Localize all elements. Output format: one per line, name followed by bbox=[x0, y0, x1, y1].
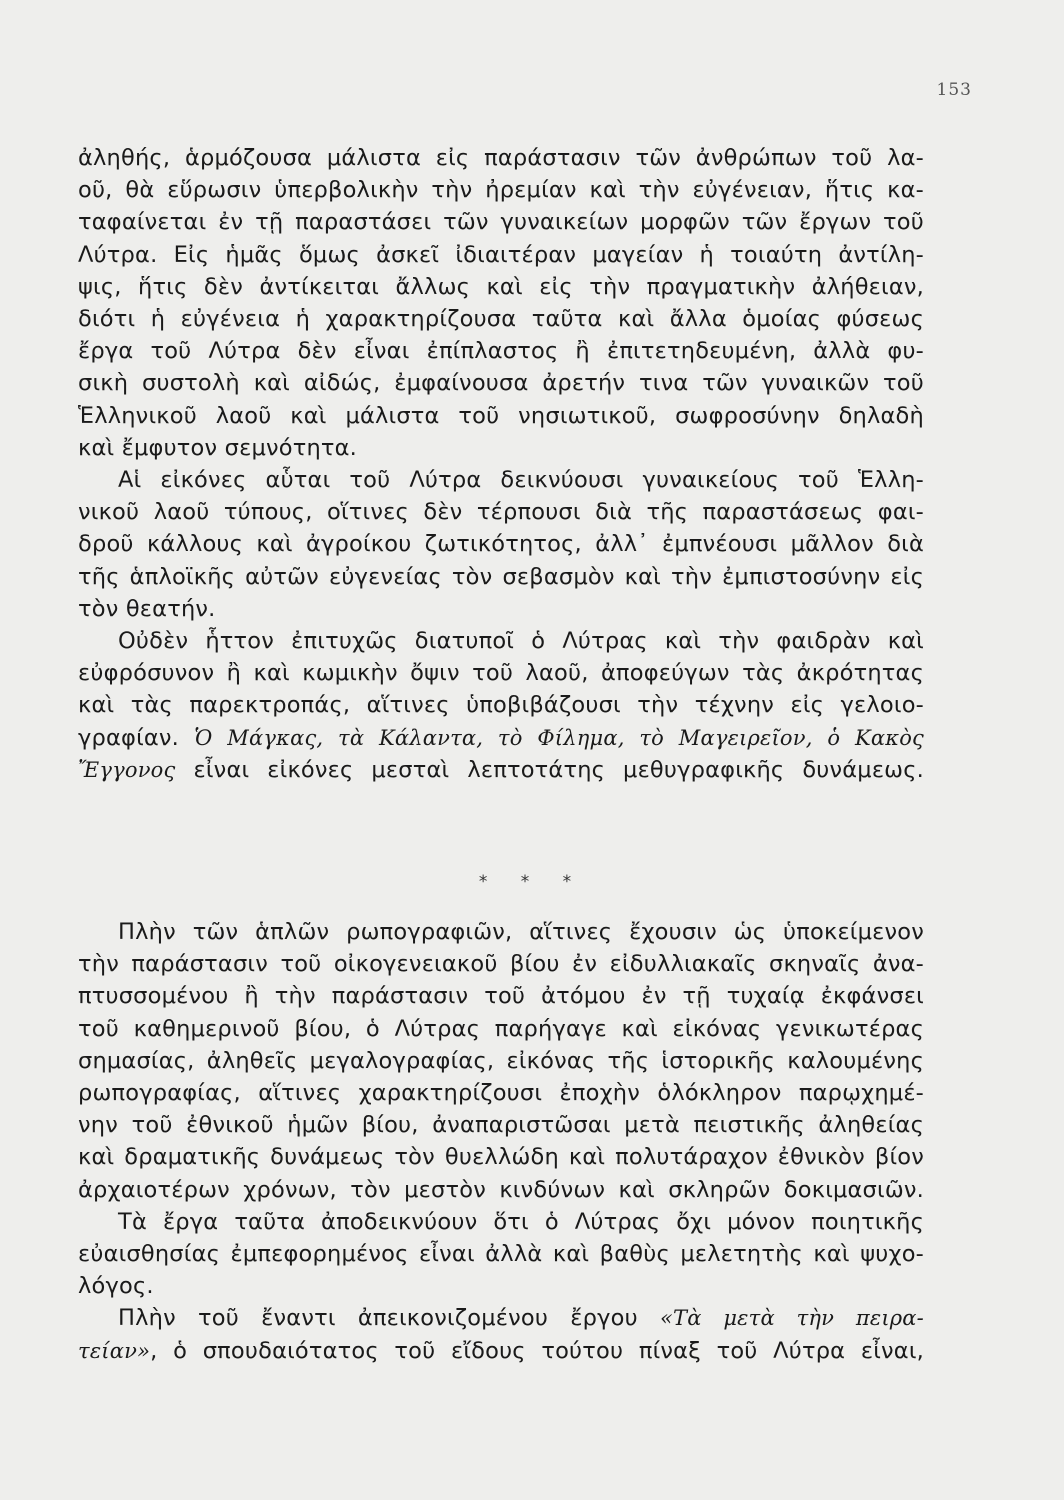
paragraph bbox=[78, 1206, 924, 1303]
text-line bbox=[78, 980, 924, 1012]
text-line bbox=[78, 432, 924, 464]
text-line bbox=[78, 625, 924, 657]
text-line bbox=[78, 561, 924, 593]
text-run: ψις, ἥτις δὲν ἀντίκειται ἄλλως καὶ εἰς τὴν πραγματικὴν ἀλήθειαν, bbox=[78, 273, 924, 300]
section-separator: * * * bbox=[478, 872, 586, 892]
text-run: Ἑλληνικοῦ λαοῦ καὶ μάλιστα τοῦ νησιωτικοῦ, σωφροσύνην δηλαδὴ bbox=[78, 402, 924, 429]
text-line bbox=[78, 1302, 924, 1334]
text-line bbox=[78, 464, 924, 496]
text-run: πτυσσομένου ἢ τὴν παράστασιν τοῦ ἀτόμου ἐν τῇ τυχαίᾳ ἐκφάνσει bbox=[78, 983, 924, 1010]
text-run: ἔργα τοῦ Λύτρα δὲν εἶναι ἐπίπλαστος ἢ ἐπιτετηδευμένη, ἀλλὰ φυ- bbox=[78, 338, 924, 365]
text-line bbox=[78, 689, 924, 721]
text-run: τὴν παράστασιν τοῦ οἰκογενειακοῦ βίου ἐν εἰδυλλιακαῖς σκηναῖς ἀνα- bbox=[78, 951, 924, 978]
text-run: λόγος. bbox=[78, 1273, 154, 1300]
text-run: Οὐδὲν ἧττον ἐπιτυχῶς διατυποῖ ὁ Λύτρας καὶ τὴν φαιδρὰν καὶ bbox=[118, 628, 924, 655]
text-run: σημασίας, ἀληθεῖς μεγαλογραφίας, εἰκόνας τῆς ἱστορικῆς καλουμένης bbox=[78, 1047, 924, 1074]
text-line bbox=[78, 1109, 924, 1141]
text-line bbox=[78, 239, 924, 271]
text-line bbox=[78, 142, 924, 174]
text-run: ρωπογραφίας, αἵτινες χαρακτηρίζουσι ἐποχὴν ὁλόκληρον παρῳχημέ- bbox=[78, 1080, 924, 1107]
text-line bbox=[78, 303, 924, 335]
text-run: τὸν θεατήν. bbox=[78, 595, 216, 622]
text-run: Αἱ εἰκόνες αὗται τοῦ Λύτρα δεικνύουσι γυναικείους τοῦ Ἑλλη- bbox=[118, 467, 924, 494]
text-run: Πλὴν τοῦ ἔναντι ἀπεικονιζομένου ἔργου bbox=[118, 1305, 660, 1332]
text-line bbox=[78, 367, 924, 399]
text-line bbox=[78, 528, 924, 560]
text-block-bottom bbox=[78, 916, 924, 1367]
text-run: Τὰ ἔργα ταῦτα ἀποδεικνύουν ὅτι ὁ Λύτρας ὄχι μόνον ποιητικῆς bbox=[118, 1208, 924, 1235]
text-run: εὐφρόσυνον ἢ καὶ κωμικὴν ὄψιν τοῦ λαοῦ, ἀποφεύγων τὰς ἀκρότητας bbox=[78, 660, 924, 687]
text-run: οῦ, θὰ εὕρωσιν ὑπερβολικὴν τὴν ἠρεμίαν καὶ τὴν εὐγένειαν, ἥτις κα- bbox=[78, 177, 924, 204]
text-line bbox=[78, 948, 924, 980]
text-line bbox=[78, 271, 924, 303]
paragraph bbox=[78, 1302, 924, 1366]
text-line bbox=[78, 496, 924, 528]
text-line bbox=[78, 400, 924, 432]
text-line bbox=[78, 1174, 924, 1206]
text-run: σικὴ συστολὴ καὶ αἰδώς, ἐμφαίνουσα ἀρετήν τινα τῶν γυναικῶν τοῦ bbox=[78, 370, 924, 397]
text-run: τῆς ἁπλοϊκῆς αὐτῶν εὐγενείας τὸν σεβασμὸν καὶ τὴν ἐμπιστοσύνην εἰς bbox=[78, 563, 924, 590]
text-line bbox=[78, 1238, 924, 1270]
text-run: γραφίαν. bbox=[78, 724, 195, 751]
text-run: ἀληθής, ἁρμόζουσα μάλιστα εἰς παράστασιν τῶν ἀνθρώπων τοῦ λα- bbox=[78, 145, 924, 171]
text-run: Λύτρα. Εἰς ἡμᾶς ὅμως ἀσκεῖ ἰδιαιτέραν μαγείαν ἡ τοιαύτη ἀντίλη- bbox=[78, 241, 924, 268]
paragraph bbox=[78, 464, 924, 625]
text-line bbox=[78, 1141, 924, 1173]
text-run: διότι ἡ εὐγένεια ἡ χαρακτηρίζουσα ταῦτα καὶ ἄλλα ὁμοίας φύσεως bbox=[78, 306, 924, 333]
text-run: καὶ ἔμφυτον σεμνότητα. bbox=[78, 434, 358, 461]
text-run: εἶναι εἰκόνες μεσταὶ λεπτοτάτης μεθυγραφικῆς δυνάμεως. bbox=[175, 756, 924, 783]
paragraph bbox=[78, 142, 924, 464]
text-line bbox=[78, 1270, 924, 1302]
text-line bbox=[78, 722, 924, 754]
text-run: καὶ τὰς παρεκτροπάς, αἵτινες ὑποβιβάζουσι τὴν τέχνην εἰς γελοιο- bbox=[78, 692, 924, 719]
text-block-top bbox=[78, 142, 924, 786]
italic-title: Ὁ Μάγκας, τὰ Κάλαντα, τὸ Φίλημα, τὸ Μαγειρεῖον, ὁ Κακὸς bbox=[194, 725, 924, 750]
text-line bbox=[78, 1045, 924, 1077]
text-line bbox=[78, 1335, 924, 1367]
text-line bbox=[78, 1013, 924, 1045]
text-line bbox=[78, 754, 924, 786]
text-run: Πλὴν τῶν ἁπλῶν ρωπογραφιῶν, αἵτινες ἔχουσιν ὡς ὑποκείμενον bbox=[118, 919, 924, 945]
text-run: δροῦ κάλλους καὶ ἀγροίκου ζωτικότητος, ἀλλ᾿ ἐμπνέουσι μᾶλλον διὰ bbox=[78, 531, 924, 558]
text-run: νην τοῦ ἐθνικοῦ ἡμῶν βίου, ἀναπαριστῶσαι μετὰ πειστικῆς ἀληθείας bbox=[78, 1112, 924, 1139]
text-line bbox=[78, 1077, 924, 1109]
text-run: εὐαισθησίας ἐμπεφορημένος εἶναι ἀλλὰ καὶ βαθὺς μελετητὴς καὶ ψυχο- bbox=[78, 1241, 924, 1268]
page-number: 153 bbox=[936, 80, 972, 100]
text-run: καὶ δραματικῆς δυνάμεως τὸν θυελλώδη καὶ πολυτάραχον ἐθνικὸν βίον bbox=[78, 1144, 924, 1171]
text-run: ταφαίνεται ἐν τῇ παραστάσει τῶν γυναικείων μορφῶν τῶν ἔργων τοῦ bbox=[78, 209, 924, 236]
text-line bbox=[78, 206, 924, 238]
paragraph bbox=[78, 916, 924, 1206]
text-line bbox=[78, 593, 924, 625]
paragraph bbox=[78, 625, 924, 786]
text-line bbox=[78, 1206, 924, 1238]
text-line bbox=[78, 916, 924, 948]
text-run: , ὁ σπουδαιότατος τοῦ εἴδους τούτου πίναξ τοῦ Λύτρα εἶναι, bbox=[150, 1337, 924, 1364]
text-line bbox=[78, 335, 924, 367]
text-run: νικοῦ λαοῦ τύπους, οἵτινες δὲν τέρπουσι διὰ τῆς παραστάσεως φαι- bbox=[78, 499, 924, 526]
text-line bbox=[78, 657, 924, 689]
text-line bbox=[78, 174, 924, 206]
italic-title: «Τὰ μετὰ τὴν πειρα- bbox=[659, 1306, 924, 1331]
italic-title: τείαν» bbox=[78, 1338, 151, 1363]
italic-title: Ἔγγονος bbox=[78, 757, 176, 782]
text-run: ἀρχαιοτέρων χρόνων, τὸν μεστὸν κινδύνων καὶ σκληρῶν δοκιμασιῶν. bbox=[78, 1176, 924, 1203]
text-run: τοῦ καθημερινοῦ βίου, ὁ Λύτρας παρήγαγε καὶ εἰκόνας γενικωτέρας bbox=[78, 1015, 924, 1042]
